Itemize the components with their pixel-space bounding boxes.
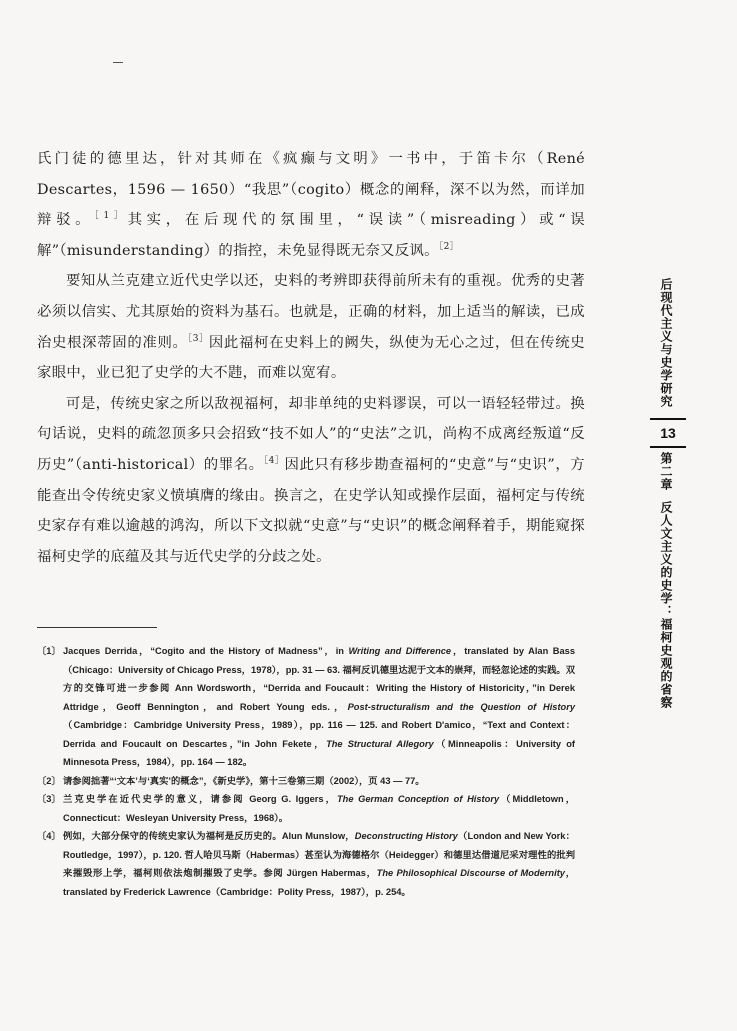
footnote-number: 〔2〕 [37,775,61,786]
main-text [37,144,585,572]
note-ref-2[interactable]: ［2］ [438,241,459,252]
footnote-number: 〔4〕 [37,831,61,841]
footnote-text: 兰克史学在近代史学的意义，请参阅 Georg G. Iggers，The German Conception of History（Middletown，Connecticut：Wesleyan University Press，1968）。 [63,794,575,823]
footnote-number: 〔3〕 [37,794,61,804]
footnote-2 [37,772,575,791]
paragraph-3: 可是，传统史家之所以敌视福柯，却非单纯的史料谬误，可以一语轻轻带过。换句话说，史料的疏忽顶多只会招致“技不如人”的“史法”之讥，尚构不成离经叛道“反历史”（anti-historical）的罪名。$^{[4]}$因此只有移步勘查福柯的“史意”与“史识”，方能查出令传统史家义愤填膺的缘由。换言之，在史学认知或操作层面，福柯定与传统史家存有难以逾越的鸿沟，所以下文拟就“史意”与“史识”的概念阐释着手，期能窥探福柯史学的底蕴及其与近代史学的分歧之处。 [37,395,585,565]
footnote-text: 请参阅拙著“‘文本’与‘真实’的概念”，《新史学》，第十三卷第三期（2002），页 43 — 77。 [63,775,425,786]
page-number: 13 [650,418,686,448]
footnote-3 [37,790,575,827]
chapter-title: 反人文主义的史学：福柯史观的省察 [659,501,673,709]
chapter-label: 第二章 [659,452,673,491]
footnote-4 [37,827,575,901]
note-ref-1[interactable]: ［1］ [94,211,128,222]
footnote-divider [37,627,157,628]
paragraph-2: 要知从兰克建立近代史学以还，史料的考辨即获得前所未有的重视。优秀的史著必须以信实、尤其原始的资料为基石。也就是，正确的材料，加上适当的解读，已成治史根深蒂固的准则。$^{[3]}$因此福柯在史料上的阙失，纵使为无心之过，但在传统史家眼中，业已犯了史学的大不韪，而难以宽宥。 [37,273,585,382]
note-ref-4[interactable]: ［4］ [263,456,285,467]
running-head-chapter [654,452,678,709]
running-head-book-title [654,278,678,408]
book-title: 后现代主义与史学研究 [659,278,673,408]
footnote-number: 〔1〕 [37,646,61,656]
scan-mark [113,62,123,63]
paragraph-1: 氏门徒的德里达，针对其师在《疯癫与文明》一书中，于笛卡尔（René Descartes，1596 — 1650）“我思”（cogito）概念的阐释，深不以为然，而详加辩驳。$^{[1]}$其实，在后现代的氛围里，“误读”（misreading）或“误解”（misunderstanding）的指控，未免显得既无奈又反讽。$^{[2]}$ [37,151,585,259]
footnote-text: 例如，大部分保守的传统史家认为福柯是反历史的。Alun Munslow，Deconstructing History（London and New York：Routledge，1997），p. 120. 哲人哈贝马斯（Habermas）甚至认为海德格尔（Heidegger）和德里达借道尼采对理性的批判来摧毁形上学，福柯则依法炮制摧毁了史学。参阅 Jürgen Habermas，The Philosophical Discourse of Modernity，translated by Frederick Lawrence（Cambridge：Polity Press，1987），p. 254。 [63,831,575,897]
note-ref-3[interactable]: ［3］ [187,333,209,344]
footnote-1 [37,642,575,772]
footnote-text: Jacques Derrida，“Cogito and the History of Madness”，in Writing and Difference，translated by Alan Bass（Chicago：University of Chicago Press，1978），pp. 31 — 63. 福柯反讥德里达泥于文本的崇拜，而轻忽论述的实践。双方的交锋可进一步参阅 Ann Wordsworth，“Derrida and Foucault：Writing the History of Historicity，”in Derek Attridge，Geoff Bennington，and Robert Young eds.，Post-structuralism and the Question of History（Cambridge：Cambridge University Press，1989），pp. 116 — 125. and Robert D'amico，“Text and Context：Derrida and Foucault on Descartes，”in John Fekete，The Structural Allegory（Minneapolis：University of Minnesota Press，1984），pp. 164 — 182。 [63,646,576,767]
footnotes [37,642,575,901]
